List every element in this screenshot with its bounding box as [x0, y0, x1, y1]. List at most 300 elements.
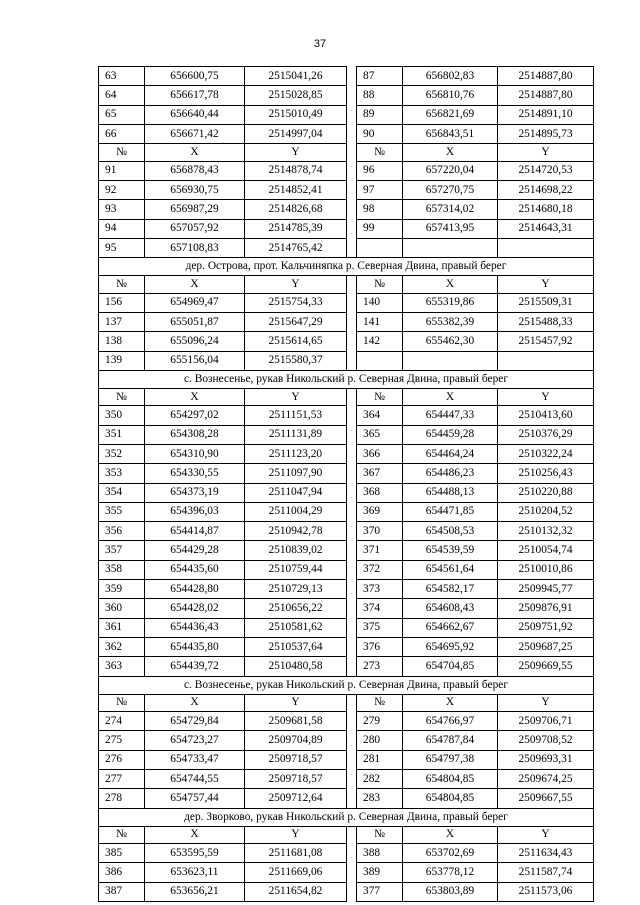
column-gap: [347, 712, 357, 731]
point-number: 139: [99, 351, 145, 370]
coord-x: 654297,02: [145, 406, 245, 425]
coord-x: 654744,55: [145, 769, 245, 788]
coord-y: 2510413,60: [498, 406, 594, 425]
coord-y: 2511681,08: [245, 844, 347, 863]
column-gap: [347, 238, 357, 257]
coord-y: 2509681,58: [245, 712, 347, 731]
table-row: [99, 731, 594, 750]
point-number: 368: [357, 483, 403, 502]
point-number: 98: [357, 200, 403, 219]
coord-x: 654414,87: [145, 522, 245, 541]
empty-cell: [357, 238, 403, 257]
table-row: [99, 712, 594, 731]
point-number: 375: [357, 618, 403, 637]
header-y: Y: [498, 388, 594, 406]
header-x: X: [145, 144, 245, 162]
point-number: 275: [99, 731, 145, 750]
coord-y: 2510220,88: [498, 483, 594, 502]
coord-x: 654662,67: [403, 618, 498, 637]
coord-y: 2514852,41: [245, 180, 347, 199]
section-title: с. Вознесенье, рукав Никольский р. Северная Двина, правый берег: [99, 370, 594, 388]
coord-y: 2510656,22: [245, 599, 347, 618]
column-header-row: [99, 694, 594, 712]
column-gap: [347, 863, 357, 882]
point-number: 94: [99, 219, 145, 238]
column-gap: [347, 502, 357, 521]
point-number: 387: [99, 882, 145, 901]
header-number: №: [99, 388, 145, 406]
coord-x: 656600,75: [145, 67, 245, 86]
table-row: [99, 464, 594, 483]
coord-x: 654804,85: [403, 769, 498, 788]
column-gap: [347, 105, 357, 124]
coord-x: 656843,51: [403, 124, 498, 143]
coord-x: 654435,80: [145, 637, 245, 656]
column-gap: [347, 144, 357, 162]
coord-x: 654447,33: [403, 406, 498, 425]
point-number: 356: [99, 522, 145, 541]
header-y: Y: [498, 276, 594, 294]
coord-y: 2509876,91: [498, 599, 594, 618]
point-number: 353: [99, 464, 145, 483]
coord-y: 2511004,29: [245, 502, 347, 521]
coord-y: 2509687,25: [498, 637, 594, 656]
column-gap: [347, 67, 357, 86]
section-title-row: [99, 808, 594, 826]
coord-x: 654429,28: [145, 541, 245, 560]
column-gap: [347, 657, 357, 676]
coord-y: 2510839,02: [245, 541, 347, 560]
point-number: 137: [99, 312, 145, 331]
coord-y: 2515010,49: [245, 105, 347, 124]
coord-x: 655156,04: [145, 351, 245, 370]
coord-y: 2511669,06: [245, 863, 347, 882]
coord-y: 2510010,86: [498, 560, 594, 579]
coord-y: 2509708,52: [498, 731, 594, 750]
coord-x: 656930,75: [145, 180, 245, 199]
coord-x: 655319,86: [403, 293, 498, 312]
point-number: 65: [99, 105, 145, 124]
point-number: 66: [99, 124, 145, 143]
coord-y: 2511123,20: [245, 444, 347, 463]
coord-y: 2511587,74: [498, 863, 594, 882]
coord-x: 654310,90: [145, 444, 245, 463]
point-number: 142: [357, 332, 403, 351]
header-y: Y: [498, 694, 594, 712]
coord-y: 2509693,31: [498, 750, 594, 769]
coord-x: 654428,02: [145, 599, 245, 618]
point-number: 277: [99, 769, 145, 788]
column-gap: [347, 750, 357, 769]
column-gap: [347, 483, 357, 502]
table-row: [99, 444, 594, 463]
table-row: [99, 312, 594, 331]
coord-x: 654396,03: [145, 502, 245, 521]
point-number: 99: [357, 219, 403, 238]
column-gap: [347, 161, 357, 180]
coord-y: 2511131,89: [245, 425, 347, 444]
column-header-row: [99, 826, 594, 844]
coord-x: 654459,28: [403, 425, 498, 444]
point-number: 388: [357, 844, 403, 863]
coord-x: 656617,78: [145, 86, 245, 105]
column-gap: [347, 332, 357, 351]
column-gap: [347, 769, 357, 788]
table-row: [99, 483, 594, 502]
coord-x: 654330,55: [145, 464, 245, 483]
point-number: 89: [357, 105, 403, 124]
coord-y: 2514997,04: [245, 124, 347, 143]
coord-y: 2515614,65: [245, 332, 347, 351]
point-number: 372: [357, 560, 403, 579]
coord-x: 656987,29: [145, 200, 245, 219]
coord-x: 655051,87: [145, 312, 245, 331]
point-number: 273: [357, 657, 403, 676]
header-y: Y: [498, 144, 594, 162]
coord-y: 2515028,85: [245, 86, 347, 105]
coord-x: 654797,38: [403, 750, 498, 769]
point-number: 364: [357, 406, 403, 425]
column-gap: [347, 276, 357, 294]
coord-y: 2509718,57: [245, 750, 347, 769]
coord-x: 654439,72: [145, 657, 245, 676]
coord-x: 654435,60: [145, 560, 245, 579]
point-number: 376: [357, 637, 403, 656]
header-x: X: [403, 826, 498, 844]
header-y: Y: [245, 694, 347, 712]
point-number: 359: [99, 580, 145, 599]
point-number: 156: [99, 293, 145, 312]
coord-x: 656640,44: [145, 105, 245, 124]
table-row: [99, 637, 594, 656]
coord-y: 2509667,55: [498, 789, 594, 808]
column-gap: [347, 560, 357, 579]
coord-x: 653623,11: [145, 863, 245, 882]
table-row: [99, 599, 594, 618]
header-number: №: [357, 694, 403, 712]
point-number: 377: [357, 882, 403, 901]
coord-y: 2510376,29: [498, 425, 594, 444]
coord-y: 2511097,90: [245, 464, 347, 483]
section-title-row: [99, 676, 594, 694]
point-number: 386: [99, 863, 145, 882]
header-x: X: [145, 276, 245, 294]
coord-x: 657220,04: [403, 161, 498, 180]
coord-x: 653702,69: [403, 844, 498, 863]
coord-x: 657108,83: [145, 238, 245, 257]
table-row: [99, 580, 594, 599]
coord-x: 654428,80: [145, 580, 245, 599]
header-y: Y: [245, 388, 347, 406]
column-gap: [347, 618, 357, 637]
point-number: 63: [99, 67, 145, 86]
column-gap: [347, 882, 357, 901]
coord-y: 2509674,25: [498, 769, 594, 788]
point-number: 374: [357, 599, 403, 618]
coord-y: 2509704,89: [245, 731, 347, 750]
column-gap: [347, 599, 357, 618]
point-number: 92: [99, 180, 145, 199]
coord-x: 653803,89: [403, 882, 498, 901]
coord-x: 654508,53: [403, 522, 498, 541]
empty-cell: [498, 351, 594, 370]
point-number: 351: [99, 425, 145, 444]
coord-y: 2514826,68: [245, 200, 347, 219]
point-number: 371: [357, 541, 403, 560]
header-number: №: [357, 276, 403, 294]
coord-x: 657057,92: [145, 219, 245, 238]
coord-y: 2511573,06: [498, 882, 594, 901]
column-gap: [347, 694, 357, 712]
column-gap: [347, 731, 357, 750]
coord-x: 654757,44: [145, 789, 245, 808]
table-row: [99, 124, 594, 143]
column-gap: [347, 124, 357, 143]
coord-y: 2515580,37: [245, 351, 347, 370]
coord-y: 2515488,33: [498, 312, 594, 331]
coord-y: 2509945,77: [498, 580, 594, 599]
coord-y: 2511634,43: [498, 844, 594, 863]
table-row: [99, 161, 594, 180]
coord-y: 2510132,32: [498, 522, 594, 541]
coord-y: 2510942,78: [245, 522, 347, 541]
table-row: [99, 502, 594, 521]
coord-y: 2510581,62: [245, 618, 347, 637]
coord-y: 2509706,71: [498, 712, 594, 731]
column-gap: [347, 789, 357, 808]
header-number: №: [99, 144, 145, 162]
empty-cell: [403, 238, 498, 257]
coord-x: 655096,24: [145, 332, 245, 351]
column-gap: [347, 180, 357, 199]
table-row: [99, 200, 594, 219]
header-number: №: [357, 144, 403, 162]
table-row: [99, 844, 594, 863]
point-number: 362: [99, 637, 145, 656]
coord-x: 654766,97: [403, 712, 498, 731]
point-number: 141: [357, 312, 403, 331]
column-gap: [347, 219, 357, 238]
coord-x: 655382,39: [403, 312, 498, 331]
coord-y: 2511654,82: [245, 882, 347, 901]
column-gap: [347, 844, 357, 863]
header-number: №: [99, 276, 145, 294]
coord-x: 654733,47: [145, 750, 245, 769]
coord-x: 654464,24: [403, 444, 498, 463]
point-number: 370: [357, 522, 403, 541]
coord-x: 654308,28: [145, 425, 245, 444]
coord-x: 657413,95: [403, 219, 498, 238]
section-title: дер. Зворково, рукав Никольский р. Северная Двина, правый берег: [99, 808, 594, 826]
coord-x: 654471,85: [403, 502, 498, 521]
table-row: [99, 219, 594, 238]
table-row: [99, 238, 594, 257]
coord-y: 2514891,10: [498, 105, 594, 124]
point-number: 367: [357, 464, 403, 483]
point-number: 365: [357, 425, 403, 444]
coord-x: 657314,02: [403, 200, 498, 219]
column-gap: [347, 200, 357, 219]
header-y: Y: [245, 276, 347, 294]
coord-x: 656802,83: [403, 67, 498, 86]
coord-y: 2511047,94: [245, 483, 347, 502]
coord-x: 654695,92: [403, 637, 498, 656]
column-gap: [347, 293, 357, 312]
section-title: с. Вознесенье, рукав Никольский р. Северная Двина, правый берег: [99, 676, 594, 694]
point-number: 361: [99, 618, 145, 637]
table-row: [99, 425, 594, 444]
table-row: [99, 180, 594, 199]
point-number: 355: [99, 502, 145, 521]
coord-y: 2509718,57: [245, 769, 347, 788]
coord-x: 654723,27: [145, 731, 245, 750]
column-gap: [347, 312, 357, 331]
point-number: 274: [99, 712, 145, 731]
point-number: 283: [357, 789, 403, 808]
table-row: [99, 750, 594, 769]
point-number: 358: [99, 560, 145, 579]
header-number: №: [99, 694, 145, 712]
coord-y: 2510256,43: [498, 464, 594, 483]
header-y: Y: [245, 826, 347, 844]
coord-y: 2509751,92: [498, 618, 594, 637]
empty-cell: [498, 238, 594, 257]
table-row: [99, 522, 594, 541]
section-title-row: [99, 370, 594, 388]
coord-y: 2515041,26: [245, 67, 347, 86]
header-number: №: [357, 388, 403, 406]
coord-x: 654539,59: [403, 541, 498, 560]
table-row: [99, 406, 594, 425]
column-gap: [347, 351, 357, 370]
column-header-row: [99, 388, 594, 406]
coord-y: 2514785,39: [245, 219, 347, 238]
coord-y: 2514680,18: [498, 200, 594, 219]
column-gap: [347, 86, 357, 105]
coord-x: 654373,19: [145, 483, 245, 502]
coord-x: 654969,47: [145, 293, 245, 312]
point-number: 389: [357, 863, 403, 882]
table-row: [99, 293, 594, 312]
point-number: 64: [99, 86, 145, 105]
table-row: [99, 86, 594, 105]
header-number: №: [99, 826, 145, 844]
table-row: [99, 105, 594, 124]
header-x: X: [145, 388, 245, 406]
coord-y: 2515509,31: [498, 293, 594, 312]
coord-x: 654486,23: [403, 464, 498, 483]
coord-y: 2510054,74: [498, 541, 594, 560]
coord-y: 2509712,64: [245, 789, 347, 808]
point-number: 88: [357, 86, 403, 105]
point-number: 281: [357, 750, 403, 769]
coord-y: 2511151,53: [245, 406, 347, 425]
column-gap: [347, 425, 357, 444]
point-number: 354: [99, 483, 145, 502]
column-gap: [347, 522, 357, 541]
coord-y: 2514895,73: [498, 124, 594, 143]
coord-x: 653656,21: [145, 882, 245, 901]
point-number: 280: [357, 731, 403, 750]
table-row: [99, 769, 594, 788]
coord-y: 2510729,13: [245, 580, 347, 599]
empty-cell: [357, 351, 403, 370]
coord-y: 2510204,52: [498, 502, 594, 521]
coord-x: 653778,12: [403, 863, 498, 882]
table-row: [99, 541, 594, 560]
coord-y: 2515647,29: [245, 312, 347, 331]
coord-x: 657270,75: [403, 180, 498, 199]
column-gap: [347, 406, 357, 425]
point-number: 87: [357, 67, 403, 86]
coord-y: 2514887,80: [498, 86, 594, 105]
column-gap: [347, 541, 357, 560]
coord-y: 2510759,44: [245, 560, 347, 579]
coordinates-table: [98, 66, 594, 902]
coord-y: 2514887,80: [498, 67, 594, 86]
coord-x: 656878,43: [145, 161, 245, 180]
header-y: Y: [245, 144, 347, 162]
point-number: 138: [99, 332, 145, 351]
column-gap: [347, 444, 357, 463]
point-number: 276: [99, 750, 145, 769]
table-row: [99, 657, 594, 676]
coord-x: 654608,43: [403, 599, 498, 618]
coord-x: 654488,13: [403, 483, 498, 502]
point-number: 140: [357, 293, 403, 312]
point-number: 369: [357, 502, 403, 521]
point-number: 360: [99, 599, 145, 618]
coord-y: 2514698,22: [498, 180, 594, 199]
point-number: 350: [99, 406, 145, 425]
coord-x: 654704,85: [403, 657, 498, 676]
header-y: Y: [498, 826, 594, 844]
point-number: 373: [357, 580, 403, 599]
table-row: [99, 67, 594, 86]
header-x: X: [403, 144, 498, 162]
point-number: 366: [357, 444, 403, 463]
coord-y: 2510322,24: [498, 444, 594, 463]
coord-x: 654561,64: [403, 560, 498, 579]
coord-y: 2514878,74: [245, 161, 347, 180]
point-number: 95: [99, 238, 145, 257]
header-x: X: [145, 826, 245, 844]
coord-x: 654787,84: [403, 731, 498, 750]
point-number: 279: [357, 712, 403, 731]
point-number: 282: [357, 769, 403, 788]
header-x: X: [403, 694, 498, 712]
table-row: [99, 863, 594, 882]
empty-cell: [403, 351, 498, 370]
column-header-row: [99, 144, 594, 162]
point-number: 91: [99, 161, 145, 180]
column-gap: [347, 580, 357, 599]
header-number: №: [357, 826, 403, 844]
header-x: X: [145, 694, 245, 712]
point-number: 278: [99, 789, 145, 808]
coord-y: 2514765,42: [245, 238, 347, 257]
table-row: [99, 618, 594, 637]
column-gap: [347, 464, 357, 483]
point-number: 385: [99, 844, 145, 863]
point-number: 90: [357, 124, 403, 143]
point-number: 363: [99, 657, 145, 676]
column-gap: [347, 637, 357, 656]
point-number: 96: [357, 161, 403, 180]
point-number: 357: [99, 541, 145, 560]
table-row: [99, 789, 594, 808]
column-gap: [347, 826, 357, 844]
